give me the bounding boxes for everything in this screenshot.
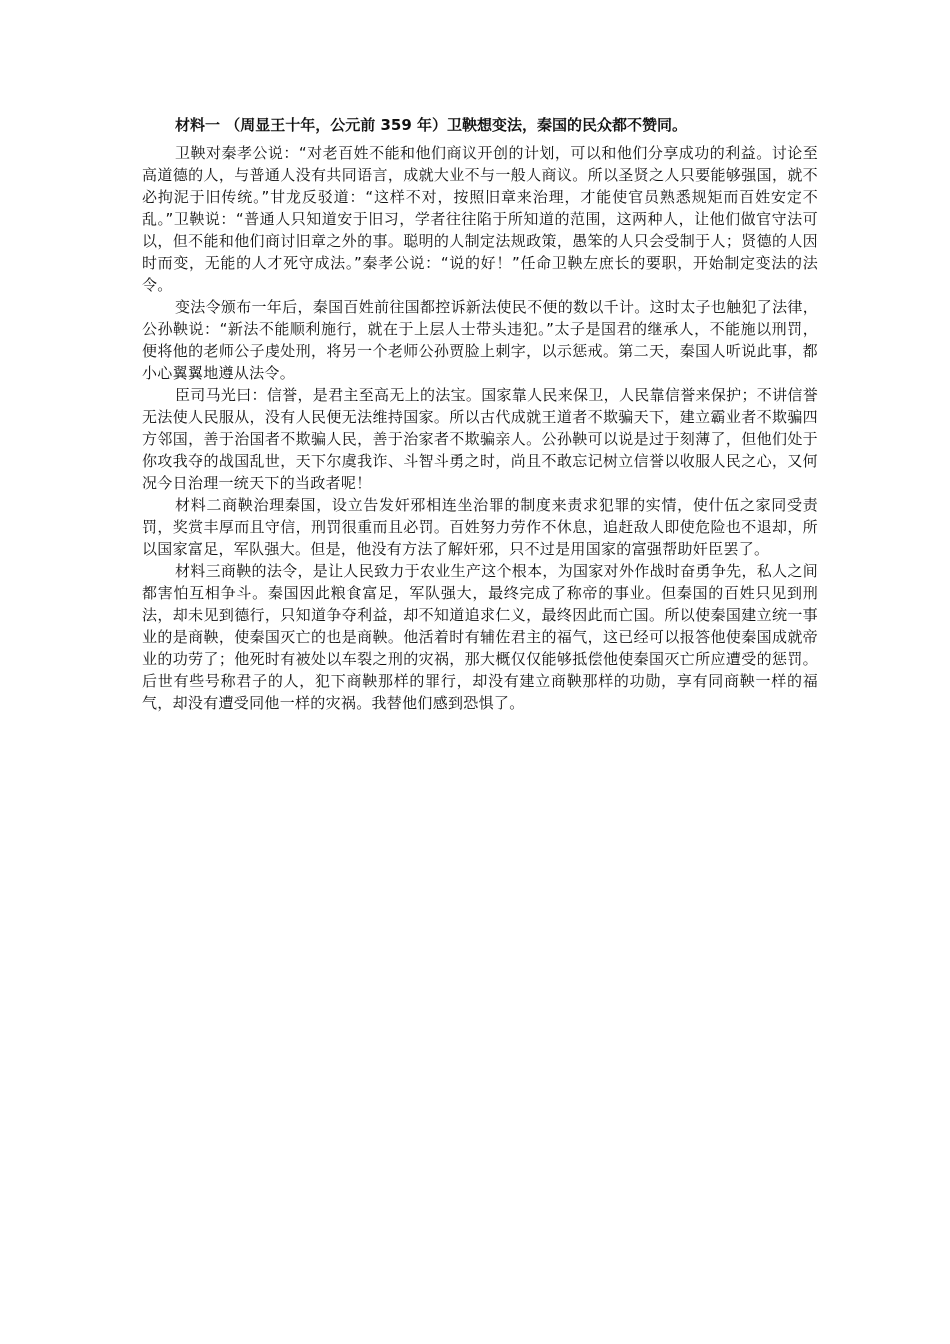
material-one-heading: 材料一 （周显王十年，公元前 359 年）卫鞅想变法，秦国的民众都不赞同。 [175,116,687,134]
paragraph-sima-guang-comment: 臣司马光曰：信誉，是君主至高无上的法宝。国家靠人民来保卫，人民靠信誉来保护；不讲信誉无法使人民服从，没有人民便无法维持国家。所以古代成就王道者不欺骗天下，建立霸业者不欺骗四方邻国，善于治国者不欺骗人民，善于治家者不欺骗亲人。公孙鞅可以说是过于刻薄了，但他们处于你攻我夺的战国乱世，天下尔虞我诈、斗智斗勇之时，尚且不敢忘记树立信誉以收服人民之心，又何况今日治理一统天下的当政者呢！ [142,386,818,492]
paragraph-law-enforcement: 变法令颁布一年后，秦国百姓前往国都控诉新法使民不便的数以千计。这时太子也触犯了法律，公孙鞅说：“新法不能顺利施行，就在于上层人士带头违犯。”太子是国君的继承人，不能施以刑罚，便将他的老师公子虔处刑，将另一个老师公孙贾脸上刺字，以示惩戒。第二天，秦国人听说此事，都小心翼翼地遵从法令。 [142,298,818,382]
paragraph-weiyang-debate: 卫鞅对秦孝公说：“对老百姓不能和他们商议开创的计划，可以和他们分享成功的利益。讨论至高道德的人，与普通人没有共同语言，成就大业不与一般人商议。所以圣贤之人只要能够强国，就不必拘泥于旧传统。”甘龙反驳道：“这样不对，按照旧章来治理，才能使官员熟悉规矩而百姓安定不乱。”卫鞅说：“普通人只知道安于旧习，学者往往陷于所知道的范围，这两种人，让他们做官守法可以，但不能和他们商讨旧章之外的事。聪明的人制定法规政策，愚笨的人只会受制于人；贤德的人因时而变，无能的人才死守成法。”秦孝公说：“说的好！”任命卫鞅左庶长的要职，开始制定变法的法令。 [142,144,818,294]
document-body [142,114,818,714]
paragraph-material-three: 材料三商鞅的法令，是让人民致力于农业生产这个根本，为国家对外作战时奋勇争先，私人之间都害怕互相争斗。秦国因此粮食富足，军队强大，最终完成了称帝的事业。但秦国的百姓只见到刑法，却未见到德行，只知道争夺利益，却不知道追求仁义，最终因此而亡国。所以使秦国建立统一事业的是商鞅，使秦国灭亡的也是商鞅。他活着时有辅佐君主的福气，这已经可以报答他使秦国成就帝业的功劳了；他死时有被处以车裂之刑的灾祸，那大概仅仅能够抵偿他使秦国灭亡所应遭受的惩罚。后世有些号称君子的人，犯下商鞅那样的罪行，却没有建立商鞅那样的功勋，享有同商鞅一样的福气，却没有遭受同他一样的灾祸。我替他们感到恐惧了。 [142,562,818,712]
paragraph-material-two: 材料二商鞅治理秦国，设立告发奸邪相连坐治罪的制度来责求犯罪的实情，使什伍之家同受责罚，奖赏丰厚而且守信，刑罚很重而且必罚。百姓努力劳作不休息，追赶敌人即使危险也不退却，所以国家富足，军队强大。但是，他没有方法了解奸邪，只不过是用国家的富强帮助奸臣罢了。 [142,496,818,558]
